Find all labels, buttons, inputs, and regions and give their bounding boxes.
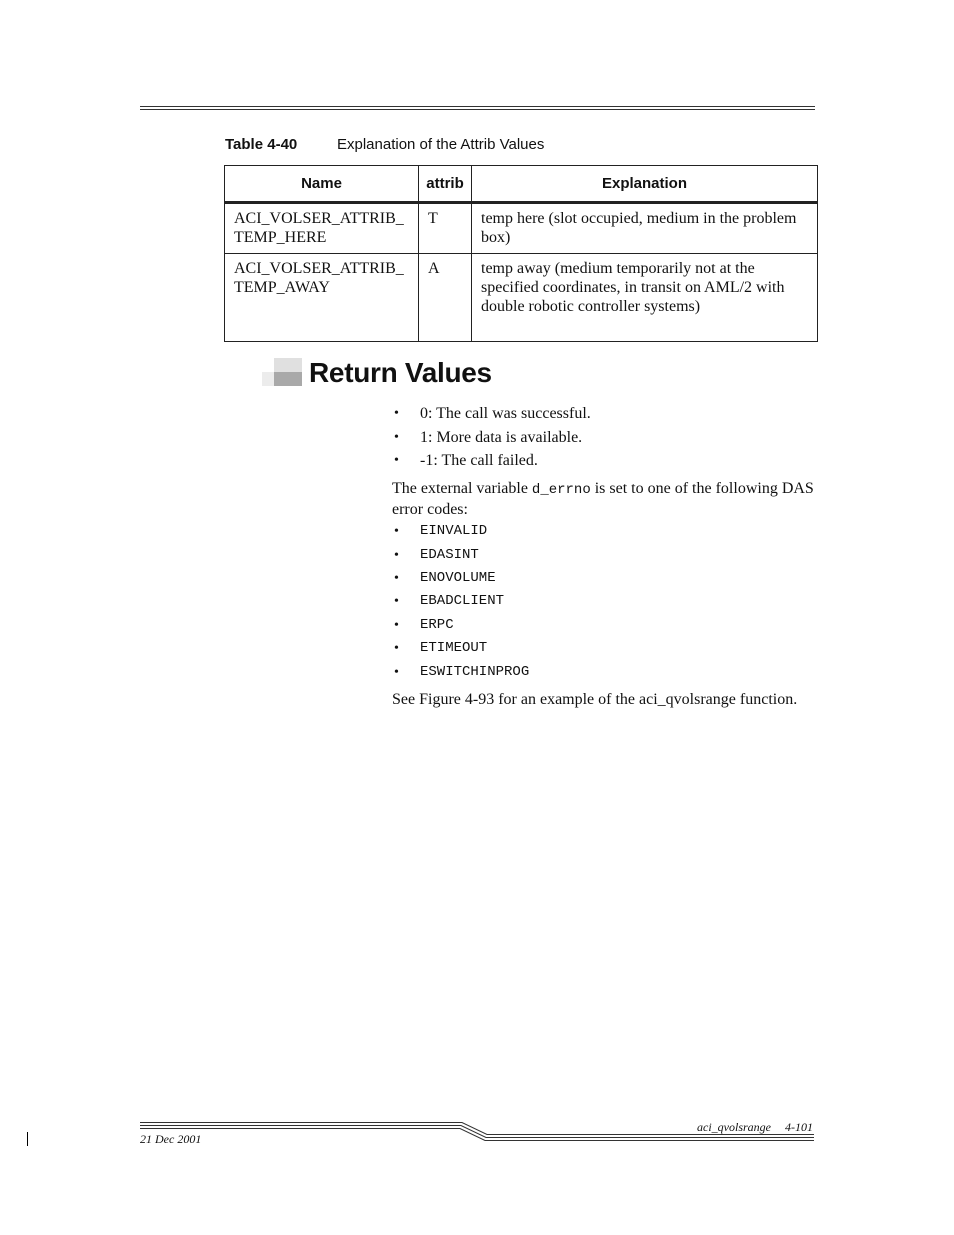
cell-name-line: ACI_VOLSER_ATTRIB_ — [234, 260, 404, 277]
column-header-attrib: attrib — [419, 166, 472, 203]
error-code: EDASINT — [420, 547, 479, 563]
bullet-icon: • — [394, 594, 399, 609]
error-code: ESWITCHINPROG — [420, 664, 530, 680]
errno-text-after: is set to one of the following DAS error codes: — [392, 480, 814, 518]
bullet-icon: • — [394, 641, 399, 656]
column-header-explanation: Explanation — [472, 166, 818, 203]
bullet-icon: • — [394, 524, 399, 539]
cell-name-line: TEMP_HERE — [234, 229, 327, 246]
footer-page-number: 4-101 — [785, 1120, 813, 1134]
footer-function-name: aci_qvolsrange — [697, 1120, 771, 1134]
cell-explanation: temp away (medium temporarily not at the specified coordinates, in transit on AML/2 with double robotic controller systems) — [472, 254, 818, 342]
bullet-icon: • — [394, 548, 399, 563]
list-item: 0: The call was successful. — [420, 405, 591, 422]
errno-variable: d_errno — [531, 482, 591, 498]
table-label: Table 4-40 — [225, 136, 298, 153]
bullet-icon: • — [394, 453, 399, 468]
error-code: EINVALID — [420, 523, 488, 539]
cell-name-line: TEMP_AWAY — [234, 279, 330, 296]
error-code: ERPC — [420, 617, 454, 633]
column-header-name: Name — [225, 166, 419, 203]
bullet-icon: • — [394, 406, 399, 421]
bullet-icon: • — [394, 665, 399, 680]
section-heading: Return Values — [309, 357, 492, 388]
footer-date: 21 Dec 2001 — [140, 1132, 202, 1146]
bullet-icon: • — [394, 430, 399, 445]
bullet-icon: • — [394, 618, 399, 633]
bullet-icon: • — [394, 571, 399, 586]
cell-attrib: A — [419, 254, 472, 342]
change-bar — [27, 1132, 28, 1146]
cell-explanation: temp here (slot occupied, medium in the problem box) — [472, 203, 818, 254]
error-code: ETIMEOUT — [420, 640, 488, 656]
cell-name-line: ACI_VOLSER_ATTRIB_ — [234, 210, 404, 227]
error-code: ENOVOLUME — [420, 570, 496, 586]
list-item: -1: The call failed. — [420, 452, 538, 469]
table-caption: Explanation of the Attrib Values — [337, 136, 545, 153]
cell-attrib: T — [419, 203, 472, 254]
see-also-text: See Figure 4-93 for an example of the aci_qvolsrange function. — [392, 691, 798, 708]
list-item: 1: More data is available. — [420, 429, 583, 446]
errno-text-before: The external variable — [392, 480, 532, 497]
error-code: EBADCLIENT — [420, 593, 505, 609]
